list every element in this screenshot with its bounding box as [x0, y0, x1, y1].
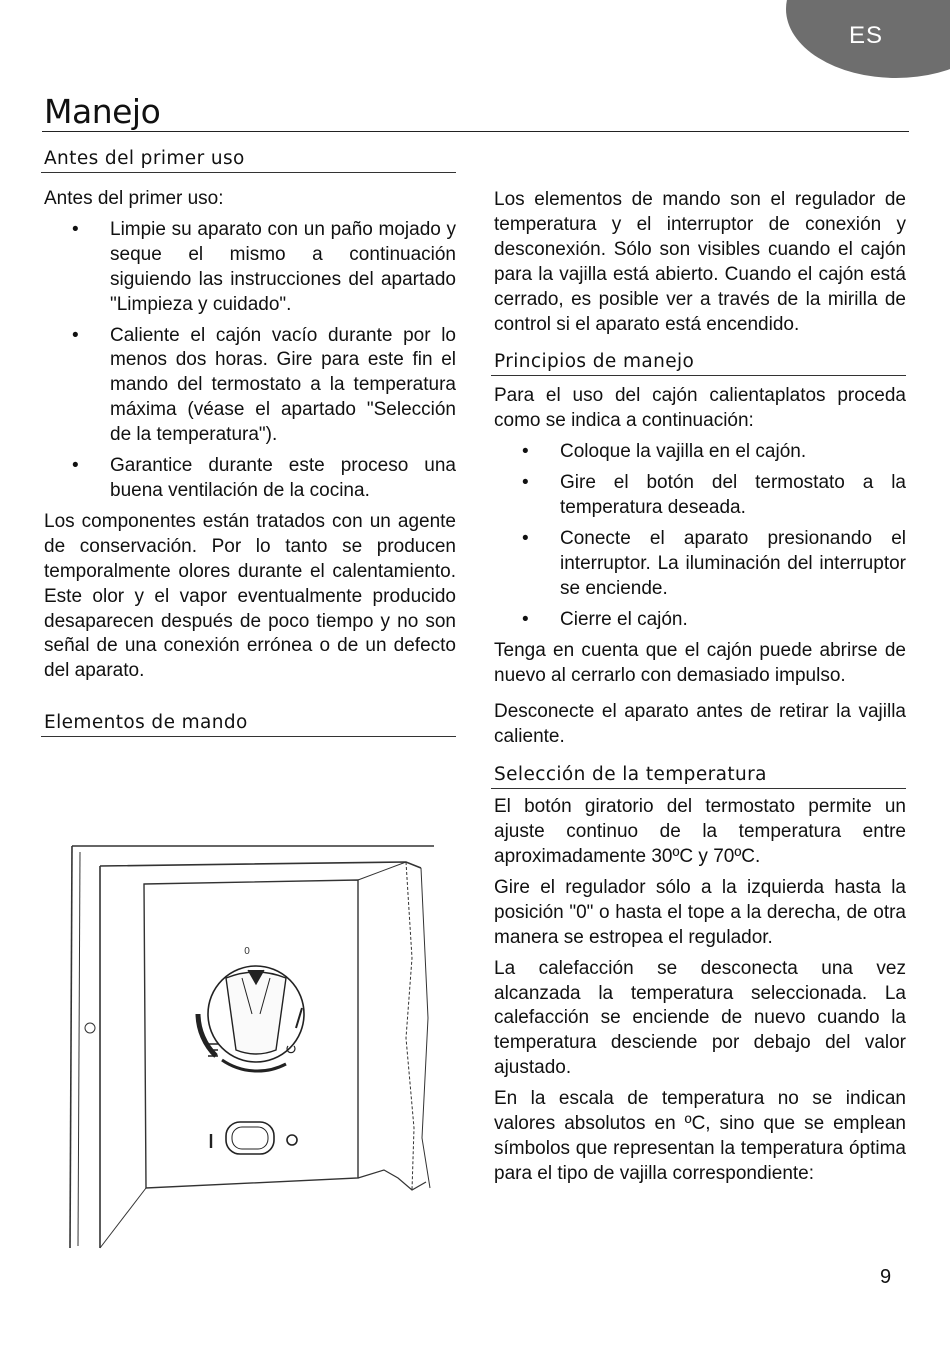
thermostat-knob-icon [198, 966, 304, 1071]
list-item [494, 471, 906, 521]
list-item-text: Coloque la vajilla en el cajón. [560, 441, 807, 463]
disconnect-note: Desconecte el aparato antes de retirar la vajilla caliente. [494, 701, 906, 748]
title-divider [42, 131, 909, 132]
list-item [44, 218, 456, 318]
section-title-temperature: Selección de la temperatura [491, 762, 906, 789]
first-use-intro: Antes del primer uso: [44, 188, 224, 209]
list-item [494, 608, 906, 633]
bullet-icon: • [522, 472, 529, 494]
control-panel-illustration [66, 838, 441, 1250]
page-title: Manejo [44, 92, 161, 131]
bullet-icon: • [522, 527, 529, 549]
principles-intro: Para el uso del cajón calientaplatos proceda como se indica a continuación: [494, 385, 906, 432]
heating-cycle-paragraph: La calefacción se desconecta una vez alcanzada la temperatura seleccionada. La calefacción se enciende de nuevo cuando la temperatura desciende por debajo del valor ajustado. [494, 957, 906, 1079]
zero-mark-label: 0 [244, 946, 250, 957]
bullet-icon: • [522, 608, 529, 630]
bullet-icon: • [72, 218, 79, 240]
section-title-principles: Principios de manejo [491, 349, 906, 376]
principles-list [494, 440, 906, 632]
bullet-icon: • [72, 324, 79, 346]
bullet-icon: • [72, 455, 79, 477]
page-number: 9 [880, 1266, 892, 1288]
list-item-text: Gire el botón del termostato a la temperatura deseada. [560, 472, 906, 519]
list-item [494, 527, 906, 602]
section-title-controls: Elementos de mando [41, 710, 456, 737]
section-title-first-use: Antes del primer uso [41, 146, 456, 173]
list-item-text: Limpie su aparato con un paño mojado y seque el mismo a continuación siguiendo las instrucciones del apartado "Limpieza y cuidado". [110, 218, 456, 315]
list-item-text: Cierre el cajón. [560, 608, 688, 630]
list-item-text: Garantice durante este proceso una buena ventilación de la cocina. [110, 455, 456, 501]
list-item-text: Conecte el aparato presionando el interruptor. La iluminación del interruptor se enciende. [560, 527, 906, 599]
reopen-note: Tenga en cuenta que el cajón puede abrirse de nuevo al cerrarlo con demasiado impulso. [494, 639, 906, 686]
bullet-icon: • [522, 441, 529, 463]
list-item [44, 454, 456, 504]
list-item [44, 324, 456, 449]
right-column [494, 188, 906, 1187]
list-item [494, 440, 906, 465]
preservation-paragraph: Los componentes están tratados con un agente de conservación. Por lo tanto se producen temporalmente olores durante el calentamiento. Este olor y el vapor eventualmente producido desaparecen después de poco tiempo y no son señal de una conexión errónea o de un defecto del aparato. [44, 510, 456, 682]
controls-description: Los elementos de mando son el regulador de temperatura y el interruptor de conexión y desconexión. Sólo son visibles cuando el cajón para la vajilla está abierto. Cuando el cajón está cerrado, es posible ver a través de la mirilla de control si el aparato está encendido. [494, 189, 906, 335]
left-column [44, 146, 456, 737]
temperature-range-paragraph: El botón giratorio del termostato permite un ajuste continuo de la temperatura entre aproximadamente 30ºC y 70ºC. [494, 796, 906, 868]
temperature-scale-paragraph: En la escala de temperatura no se indican valores absolutos en ºC, sino que se emplean símbolos que representan la temperatura óptima para el tipo de vajilla correspondiente: [494, 1088, 906, 1184]
list-item-text: Caliente el cajón vacío durante por lo menos dos horas. Gire para este fin el mando del termostato a la temperatura máxima (véase el apartado "Selección de la temperatura"). [110, 324, 456, 446]
first-use-list [44, 218, 456, 504]
regulator-warning-paragraph: Gire el regulador sólo a la izquierda hasta la posición "0" o hasta el tope a la derecha, de otra manera se estropea el regulador. [494, 876, 906, 948]
language-label: ES [848, 22, 883, 49]
